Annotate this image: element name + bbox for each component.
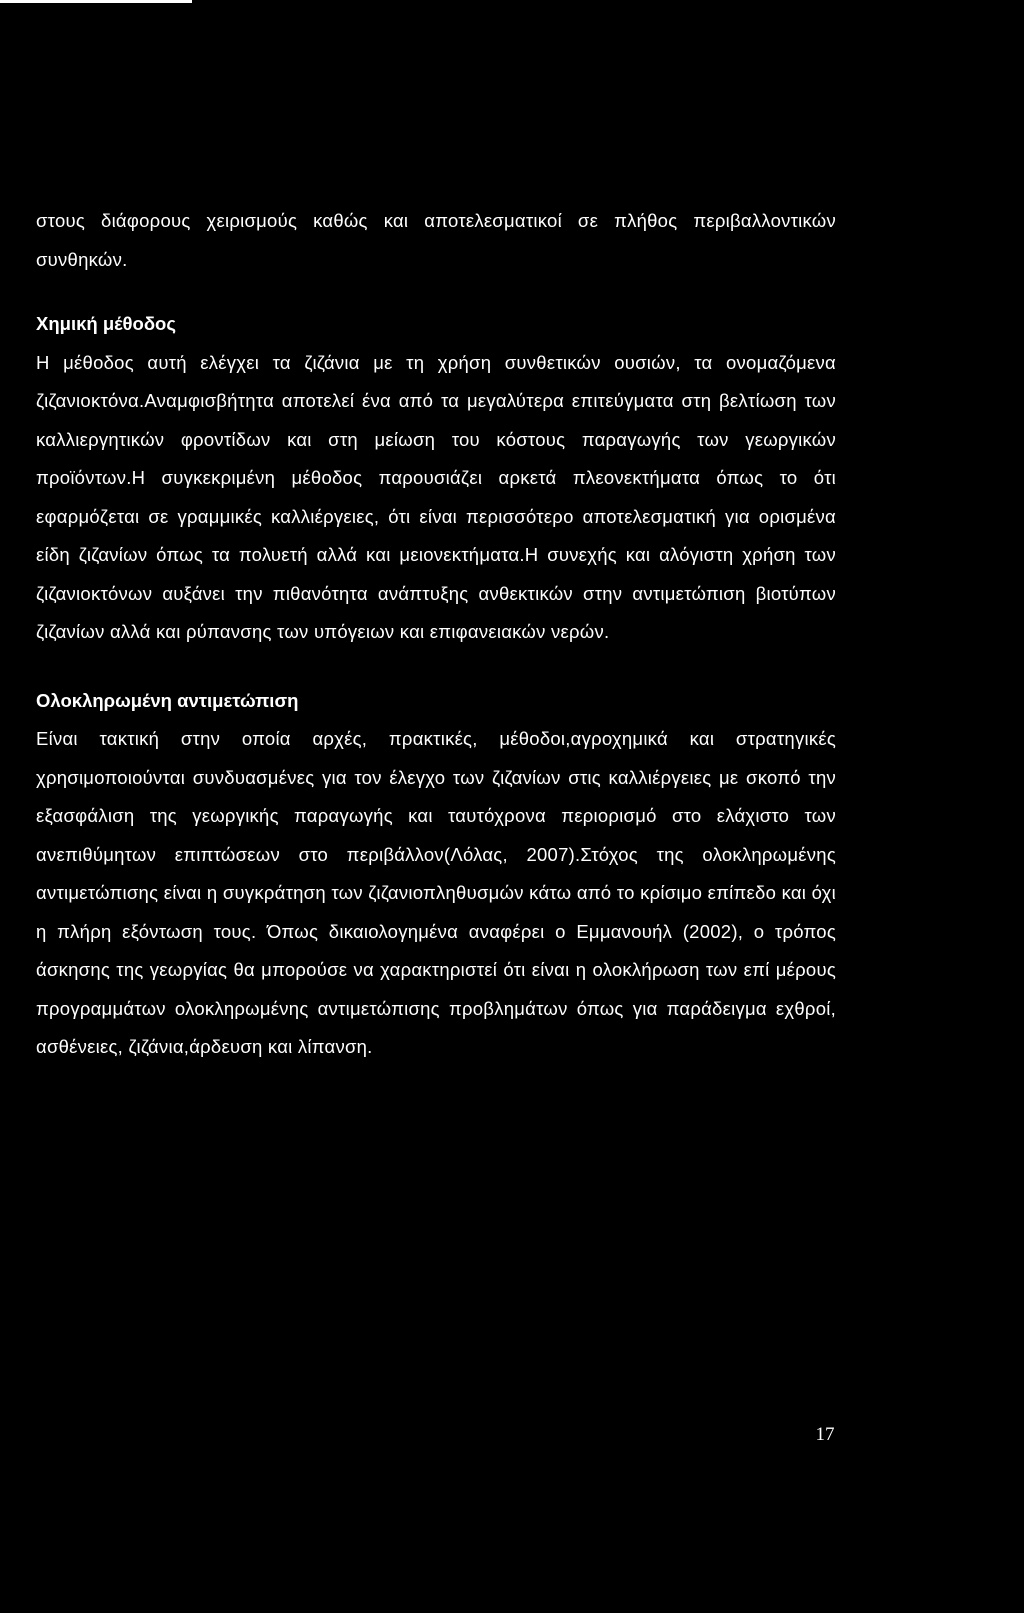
section-heading-chemical-method: Χημική μέθοδος [36,313,176,334]
page-content [36,202,836,1067]
section-body-integrated-management: Είναι τακτική στην οποία αρχές, πρακτικές, μέθοδοι,αγροχημικά και στρατηγικές χρησιμοποιούνται συνδυασμένες για τον έλεγχο των ζιζανίων στις καλλιέργειες με σκοπό την εξασφάλιση της γεωργικής παραγωγής και ταυτόχρονα περιορισμό στο ελάχιστο των ανεπιθύμητων επιπτώσεων στο περιβάλλον(Λόλας, 2007).Στόχος της ολοκληρωμένης αντιμετώπισης είναι η συγκράτηση των ζιζανιοπληθυσμών κάτω από το κρίσιμο επίπεδο και όχι η πλήρη εξόντωση τους. Όπως δικαιολογημένα αναφέρει ο Εμμανουήλ (2002), ο τρόπος άσκησης της γεωργίας θα μπορούσε να χαρακτηριστεί ότι είναι η ολοκλήρωση των επί μέρους προγραμμάτων ολοκληρωμένης αντιμετώπισης προβλημάτων όπως για παράδειγμα εχθροί, ασθένειες, ζιζάνια,άρδευση και λίπανση. [36,728,836,1057]
top-rule [0,0,192,3]
section-body-chemical-method: Η μέθοδος αυτή ελέγχει τα ζιζάνια με τη χρήση συνθετικών ουσιών, τα ονομαζόμενα ζιζανιοκτόνα.Αναμφισβήτητα αποτελεί ένα από τα μεγαλύτερα επιτεύγματα στη βελτίωση των καλλιεργητικών φροντίδων και στη μείωση του κόστους παραγωγής των γεωργικών προϊόντων.Η συγκεκριμένη μέθοδος παρουσιάζει αρκετά πλεονεκτήματα όπως το ότι εφαρμόζεται σε γραμμικές καλλιέργειες, ότι είναι περισσότερο αποτελεσματική για ορισμένα είδη ζιζανίων όπως τα πολυετή αλλά και μειονεκτήματα.Η συνεχής και αλόγιστη χρήση των ζιζανιοκτόνων αυξάνει την πιθανότητα ανάπτυξης ανθεκτικών στην αντιμετώπιση βιοτύπων ζιζανίων αλλά και ρύπανσης των υπόγειων και επιφανειακών νερών. [36,351,836,642]
intro-paragraph: στους διάφορους χειρισμούς καθώς και αποτελεσματικοί σε πλήθος περιβαλλοντικών συνθηκών. [36,210,836,270]
section-heading-integrated-management: Ολοκληρωμένη αντιμετώπιση [36,689,299,711]
page-number: 17 [815,1424,835,1445]
